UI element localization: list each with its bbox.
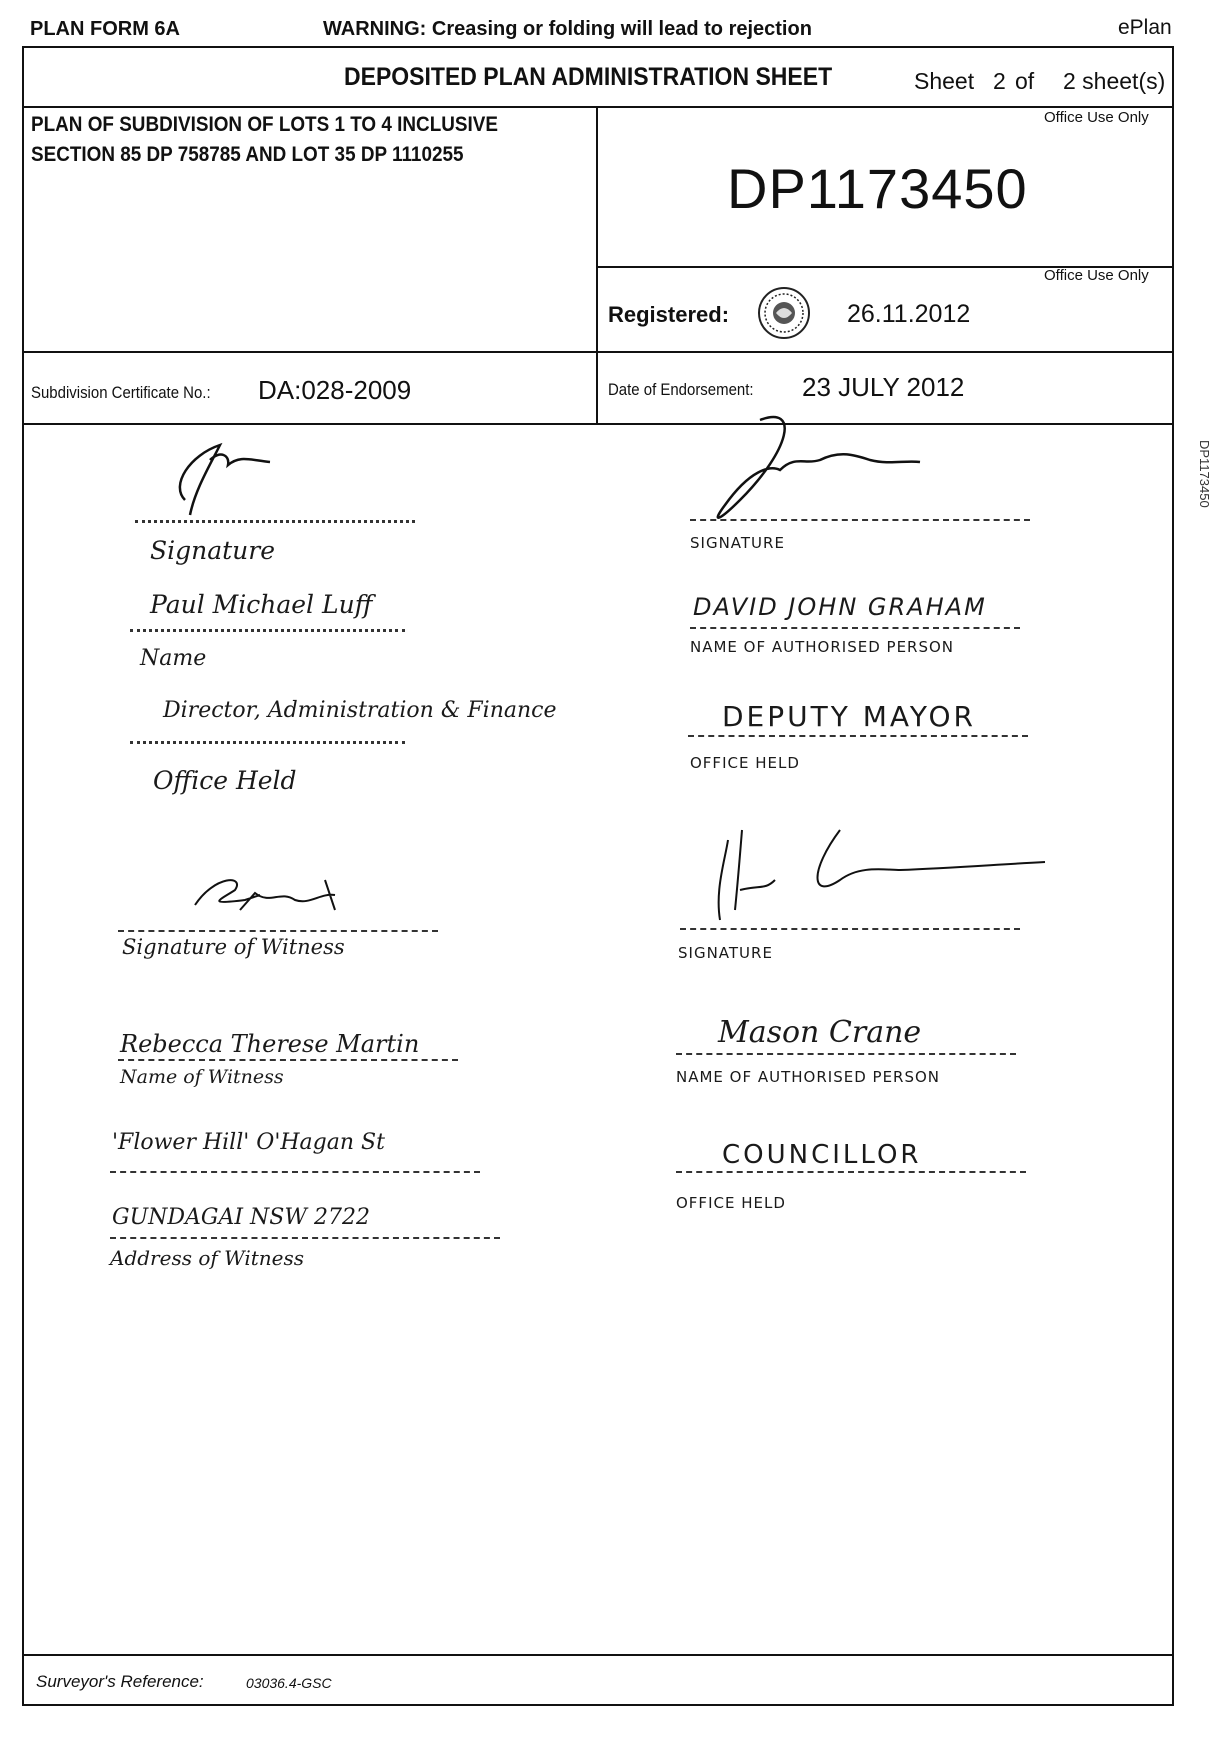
signature-line-right-1 bbox=[690, 519, 1030, 521]
signature-drawing-right-2 bbox=[700, 810, 1060, 930]
office-label-left: Office Held bbox=[153, 766, 297, 795]
endorsement-value: 23 JULY 2012 bbox=[802, 372, 965, 402]
witness-address-label: Address of Witness bbox=[110, 1246, 305, 1270]
surveyor-reference-value: 03036.4-GSC bbox=[246, 1675, 332, 1691]
sheet-number: 2 bbox=[993, 68, 1006, 94]
form-label: PLAN FORM 6A bbox=[30, 18, 180, 40]
surveyor-reference-label: Surveyor's Reference: bbox=[36, 1672, 204, 1691]
sheet-title: DEPOSITED PLAN ADMINISTRATION SHEET bbox=[344, 63, 833, 91]
subdivision-cert-label: Subdivision Certificate No.: bbox=[31, 383, 211, 402]
name-label-right-1: NAME OF AUTHORISED PERSON bbox=[690, 638, 955, 656]
name-label-right-2: NAME OF AUTHORISED PERSON bbox=[676, 1068, 941, 1086]
plan-title-line1: PLAN OF SUBDIVISION OF LOTS 1 TO 4 INCLUSIVE bbox=[31, 113, 498, 136]
signature-line-left bbox=[135, 520, 415, 523]
name-value-right-1: DAVID JOHN GRAHAM bbox=[693, 593, 987, 621]
eplan-label: ePlan bbox=[1118, 16, 1172, 39]
office-line-right-1 bbox=[688, 735, 1028, 737]
sheet-word: Sheet bbox=[914, 68, 975, 94]
of-word: of bbox=[1015, 68, 1035, 94]
witness-signature-label: Signature of Witness bbox=[122, 935, 345, 959]
side-dp-number: DP1173450 bbox=[1197, 440, 1212, 508]
registrar-seal-icon bbox=[752, 286, 816, 340]
office-line-right-2 bbox=[676, 1171, 1026, 1173]
registered-date: 26.11.2012 bbox=[847, 300, 971, 328]
signature-label-left: Signature bbox=[150, 536, 276, 565]
office-use-label-1: Office Use Only bbox=[1044, 109, 1149, 126]
signature-line-right-2 bbox=[680, 928, 1020, 930]
office-value-right-1: DEPUTY MAYOR bbox=[722, 700, 976, 733]
office-label-right-1: OFFICE HELD bbox=[690, 754, 800, 772]
plan-office-divider bbox=[596, 106, 598, 351]
warning-text: WARNING: Creasing or folding will lead to rejection bbox=[323, 18, 812, 40]
office-value-left: Director, Administration & Finance bbox=[163, 698, 557, 723]
office-block-bottom bbox=[22, 351, 1174, 353]
registered-label: Registered: bbox=[608, 302, 730, 327]
signature-drawing-left bbox=[150, 430, 300, 520]
witness-address-line1-rule bbox=[110, 1171, 480, 1173]
signature-label-right-1: SIGNATURE bbox=[690, 534, 785, 552]
witness-signature-line bbox=[118, 930, 438, 932]
name-line-left bbox=[130, 629, 405, 632]
signature-drawing-right-1 bbox=[680, 410, 1020, 530]
name-line-right-1 bbox=[690, 627, 1020, 629]
office-value-right-2: COUNCILLOR bbox=[722, 1140, 922, 1170]
dp-number: DP1173450 bbox=[727, 157, 1028, 220]
witness-address-line2: GUNDAGAI NSW 2722 bbox=[112, 1205, 370, 1230]
sheet-total: 2 sheet(s) bbox=[1063, 68, 1166, 94]
office-line-left bbox=[130, 741, 405, 744]
name-line-right-2 bbox=[676, 1053, 1016, 1055]
office-use-label-2: Office Use Only bbox=[1044, 267, 1149, 284]
name-label-left: Name bbox=[140, 646, 207, 671]
witness-address-line2-rule bbox=[110, 1237, 500, 1239]
title-divider bbox=[22, 106, 1174, 108]
witness-name-label: Name of Witness bbox=[120, 1066, 284, 1088]
witness-address-line1: 'Flower Hill' O'Hagan St bbox=[112, 1130, 385, 1155]
name-value-right-2: Mason Crane bbox=[718, 1015, 922, 1050]
office-label-right-2: OFFICE HELD bbox=[676, 1194, 786, 1212]
name-value-left: Paul Michael Luff bbox=[150, 590, 373, 619]
witness-name-value: Rebecca Therese Martin bbox=[120, 1030, 420, 1058]
witness-signature-drawing bbox=[185, 865, 385, 925]
footer-divider bbox=[22, 1654, 1174, 1656]
subdivision-cert-value: DA:028-2009 bbox=[258, 375, 412, 405]
signature-label-right-2: SIGNATURE bbox=[678, 944, 773, 962]
endorsement-label: Date of Endorsement: bbox=[608, 380, 754, 399]
certificate-divider bbox=[596, 351, 598, 423]
witness-name-line bbox=[118, 1059, 458, 1061]
plan-title-line2: SECTION 85 DP 758785 AND LOT 35 DP 1110255 bbox=[31, 143, 464, 166]
